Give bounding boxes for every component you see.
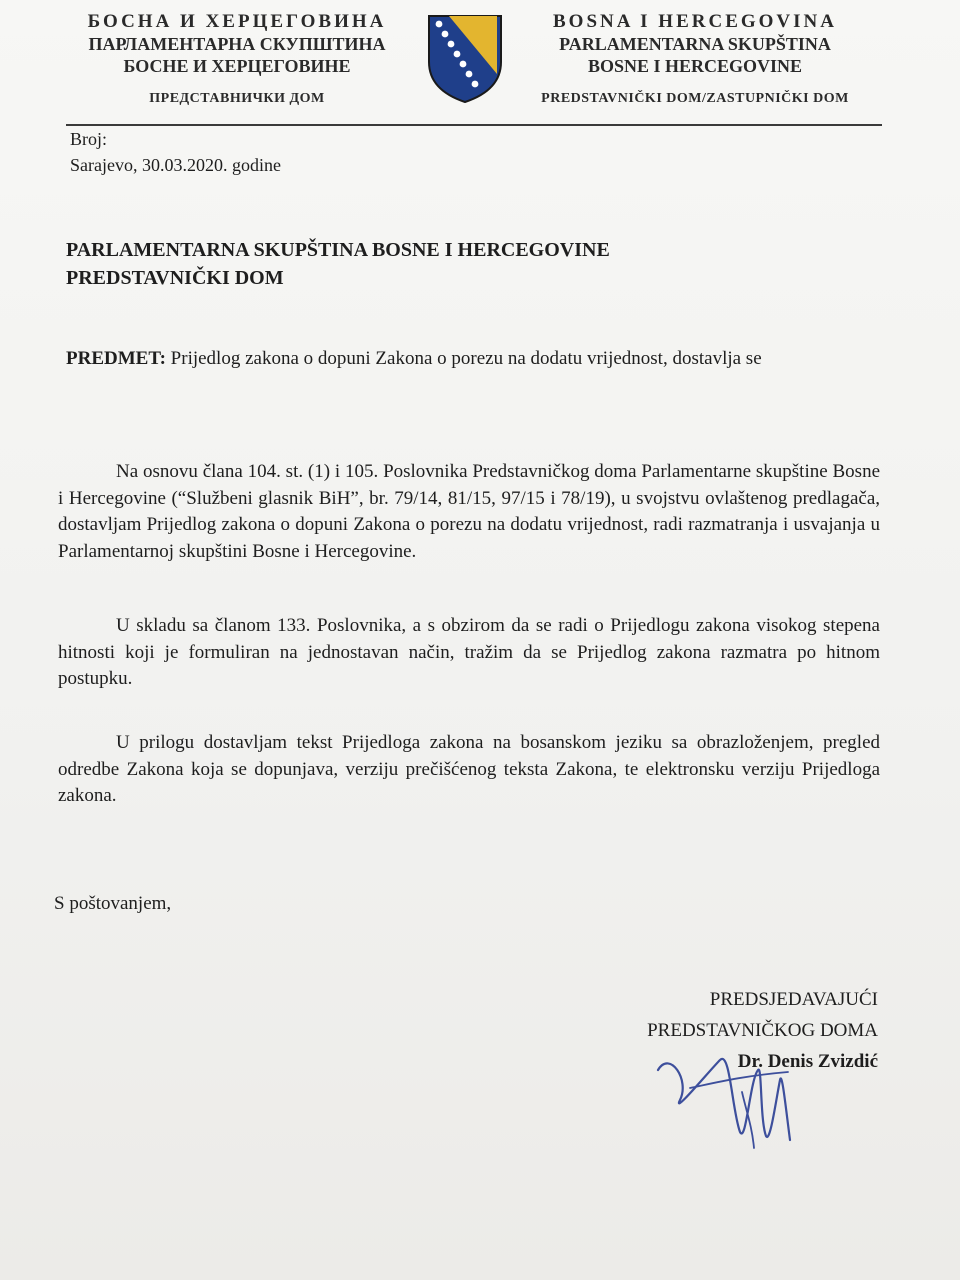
header-house: ПРЕДСТАВНИЧКИ ДОМ [149,91,325,106]
reference-number: Broj: [70,129,108,149]
header-house: PREDSTAVNIČKI DOM/ZASTUPNIČKI DOM [541,91,849,106]
header-line-country: БОСНА И ХЕРЦЕГОВИНА [87,11,387,32]
subject-line [66,348,762,370]
paragraph-text: Na osnovu člana 104. st. (1) i 105. Poslovnika Predstavničkog doma Parlamentarne skupštine Bosne i Hercegovine (“Službeni glasnik BiH”, br. 79/14, 81/15, 97/15 i 78/19), u svojstvu ovlaštenog predlagača, dostavljam Prijedlog zakona o dopuni Zakona o porezu na dodatu vrijednost, radi razmatranja i usvajanja u Parlamentarnoj skupštini Bosne i Hercegovine. [58,461,880,562]
header-line-country-genitive: БОСНЕ И ХЕРЦЕГОВИНЕ [123,56,351,76]
addressee-line-1: PARLAMENTARNA SKUPŠTINA BOSNE I HERCEGOVINE [66,239,610,261]
closing-salutation: S poštovanjem, [54,893,172,914]
paragraph-text: U skladu sa članom 133. Poslovnika, a s obzirom da se radi o Prijedlogu zakona visokog stepena hitnosti koji je formuliran na jednostavan način, tražim da se Prijedlog zakona razmatra po hitnom postupku. [58,615,880,689]
header-line-country: BOSNA I HERCEGOVINA [553,11,837,32]
header-line-parliament: ПАРЛАМЕНТАРНА СКУПШТИНА [88,34,386,54]
header-latin [510,10,880,107]
subject-label: PREDMET: [66,348,166,369]
header-line-country-genitive: BOSNE I HERCEGOVINE [587,56,803,76]
signatory-title-2: PREDSTAVNIČKOG DOMA [647,1020,878,1041]
paragraph-text: U prilogu dostavljam tekst Prijedloga zakona na bosanskom jeziku sa obrazloženjem, pregled odredbe Zakona koja se dopunjava, verziju prečišćenog teksta Zakona, te elektronsku verziju Prijedloga zakona. [58,732,880,806]
addressee-line-2: PREDSTAVNIČKI DOM [66,267,284,289]
signatory-title-1: PREDSJEDAVAJUĆI [709,989,878,1010]
header-divider [66,124,882,126]
coat-of-arms-icon [425,12,505,104]
body-paragraph-2 [58,613,880,693]
header-line-parliament: PARLAMENTARNA SKUPŠTINA [559,34,831,54]
addressee [66,236,610,292]
subject-text: Prijedlog zakona o dopuni Zakona o porezu na dodatu vrijednost, dostavlja se [165,348,762,369]
header-cyrillic [82,10,392,107]
signatory-name: Dr. Denis Zvizdić [737,1051,878,1072]
body-paragraph-3 [58,730,880,810]
handwritten-signature [650,1040,800,1150]
document-date: Sarajevo, 30.03.2020. godine [70,155,281,175]
body-paragraph-1 [58,459,880,565]
